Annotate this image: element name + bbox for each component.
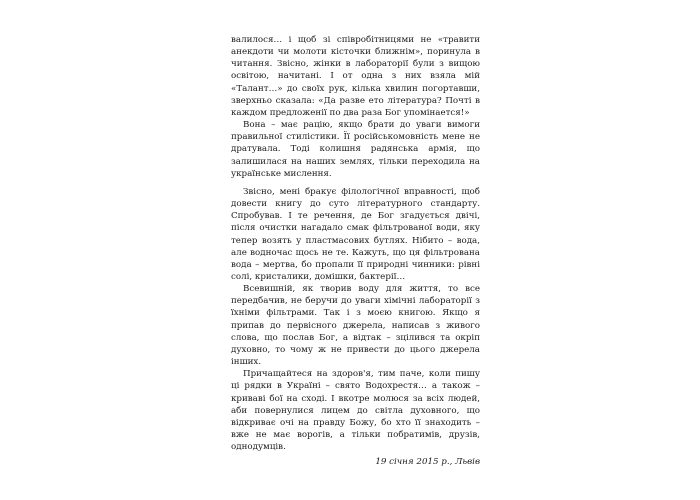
paragraph-5: Причащайтеся на здоров'я, тим паче, коли пишу ці рядки в Україні – свято Водохрестя… а також – криваві бої на сході. І вкотре молюся за всіх людей, аби повернулися лицем до світла духовного, що відкриває очі на правду Божу, бо хто її знаходить – вже не має ворогів, а тільки побратимів, друзів, однодумців. xyxy=(231,369,480,453)
paragraph-2: Вона – має рацію, якщо брати до уваги вимоги правильної стилістики. Її російськомовність мене не дратувала. Тоді колишня радянська армія, що залишилася на наших землях, тільки переходила на українське мислення. xyxy=(231,120,480,179)
paragraph-4: Всевишній, як творив воду для життя, то все передбачив, не беручи до уваги хімічні лабораторії з їхніми фільтрами. Так і з моєю книгою. Якщо я припав до первісного джерела, написав з живого слова, що послав Бог, а відтак – зцілився та окріп духовно, то чому ж не привести до цього джерела інших. xyxy=(231,284,480,368)
paragraph-1: валилося… і щоб зі співробітницями не «травити анекдоти чи молоти кісточки ближнім», поринула в читання. Звісно, жінки в лабораторії були з вищою освітою, начитані. І от одна з них взяла мій «Талант…» до своїх рук, кілька хвилин погортавши, зверхньо сказала: «Да разве ето література? Почті в каждом предложенії по два раза Бог упомінается!» xyxy=(231,35,480,118)
date-signature: 19 січня 2015 р., Львів xyxy=(375,457,480,468)
paragraph-3: Звісно, мені бракує філологічної вправності, щоб довести книгу до суто літературного стандарту. Спробував. І те речення, де Бог згадується двічі, після очистки нагадало смак фільтрованої води, яку тепер возять у пластмасових бутлях. Нібито – вода, але водночас щось не те. Кажуть, що ця фільтрована вода – мертва, бо пропали її природні чинники: рівні солі, кристалики, домішки, бактерії… xyxy=(231,186,480,282)
document-page xyxy=(231,34,480,468)
